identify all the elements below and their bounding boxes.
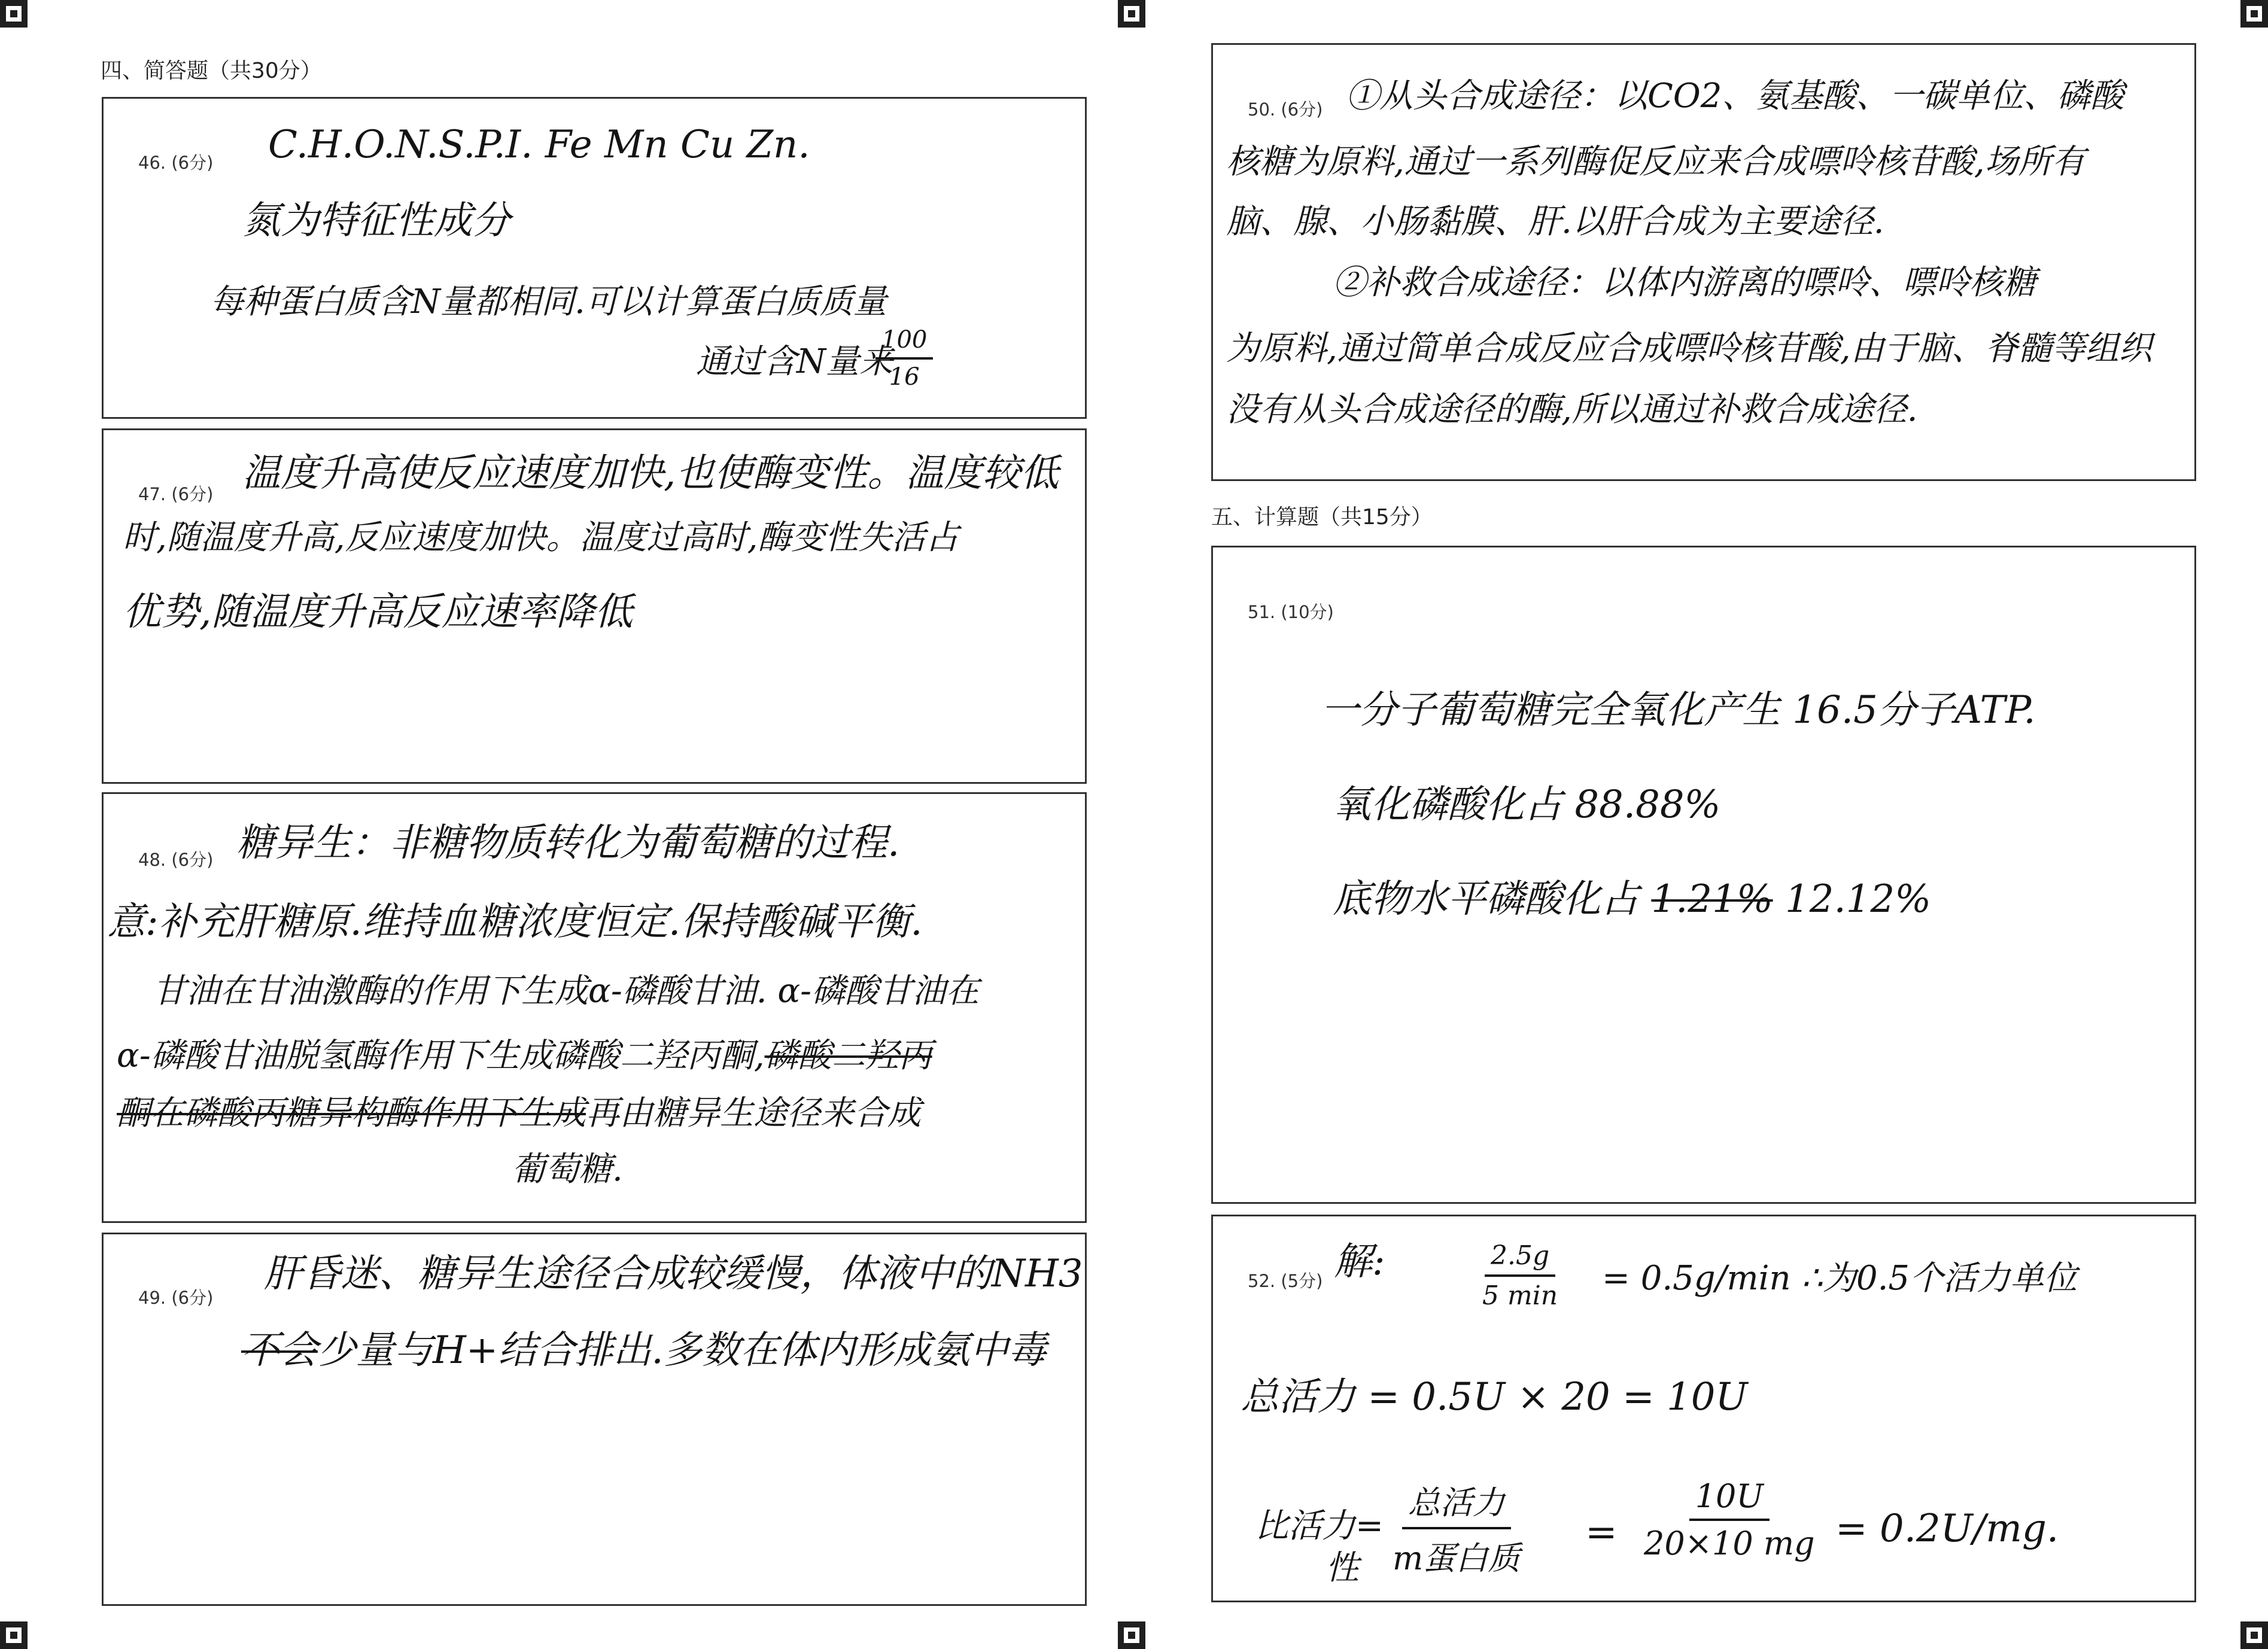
registration-marker-top-right bbox=[2240, 0, 2268, 28]
answer-line: 为原料,通过简单合成反应合成嘌呤核苷酸,由于脑、脊髓等组织 bbox=[1226, 329, 2153, 368]
struck-text: 磷酸二羟丙 bbox=[764, 1036, 932, 1075]
answer-box-47[interactable] bbox=[102, 428, 1087, 784]
question-label: 52. (5分) bbox=[1248, 1271, 1323, 1291]
answer-line: 葡萄糖. bbox=[512, 1150, 623, 1189]
question-label: 49. (6分) bbox=[138, 1288, 214, 1308]
equals-sign: = bbox=[1585, 1510, 1618, 1554]
answer-line: 温度升高使反应速度加快,也使酶变性。温度较低 bbox=[242, 451, 1059, 495]
answer-box-49[interactable] bbox=[102, 1233, 1087, 1606]
answer-line: 意:补充肝糖原.维持血糖浓度恒定.保持酸碱平衡. bbox=[107, 900, 923, 944]
answer-line: 一分子葡萄糖完全氧化产生 16.5分子ATP. bbox=[1321, 688, 2036, 732]
question-label: 48. (6分) bbox=[138, 850, 214, 870]
answer-line: ②补救合成途径：以体内游离的嘌呤、嘌呤核糖 bbox=[1333, 263, 2036, 302]
answer-box-50[interactable] bbox=[1211, 43, 2196, 481]
answer-line: 脑、腺、小肠黏膜、肝.以肝合成为主要途径. bbox=[1226, 202, 1884, 241]
answer-line: = 0.2U/mg. bbox=[1835, 1507, 2059, 1551]
specific-activity-label-suffix: 性 bbox=[1325, 1548, 1359, 1587]
answer-box-46[interactable] bbox=[102, 97, 1087, 419]
fraction-rate: 2.5g 5 min bbox=[1482, 1240, 1558, 1311]
solution-label: 解: bbox=[1334, 1240, 1385, 1284]
answer-line: 没有从头合成途径的酶,所以通过补救合成途径. bbox=[1226, 390, 1918, 429]
section-title-calculation: 五、计算题（共15分） bbox=[1211, 505, 1433, 530]
fraction-100-over-16: $\frac{100}{16}$ bbox=[875, 326, 933, 391]
registration-marker-bottom-left bbox=[0, 1621, 28, 1649]
fraction-10u: $\frac{10U}{20\times 10 mg}$ bbox=[1644, 1477, 1815, 1562]
answer-line: 氧化磷酸化占 88.88% bbox=[1333, 783, 1721, 827]
answer-line: C.H.O.N.S.P.I. Fe Mn Cu Zn. bbox=[268, 123, 810, 167]
answer-line: ①从头合成途径：以CO2、氨基酸、一碳单位、磷酸 bbox=[1346, 77, 2124, 115]
struck-text: 1.21% bbox=[1651, 877, 1773, 921]
fraction-total-activity: 总活力 m蛋白质 bbox=[1393, 1477, 1520, 1579]
answer-line: 不会少量与H+结合排出.多数在体内形成氨中毒 bbox=[241, 1328, 1047, 1373]
answer-line: = 0.5g/min ∴为0.5个活力单位 bbox=[1602, 1259, 2078, 1298]
question-label: 46. (6分) bbox=[138, 153, 214, 173]
answer-box-51[interactable] bbox=[1211, 546, 2196, 1204]
question-label: 47. (6分) bbox=[138, 484, 214, 504]
answer-line: 优势,随温度升高反应速率降低 bbox=[123, 590, 633, 634]
struck-text: 不会 bbox=[241, 1328, 318, 1373]
answer-line: 总活力 = 0.5U × 20 = 10U bbox=[1241, 1375, 1748, 1419]
answer-line: 糖异生：非糖物质转化为葡萄糖的过程. bbox=[236, 821, 900, 865]
specific-activity-label: 比活力= bbox=[1255, 1507, 1384, 1545]
answer-box-48[interactable] bbox=[102, 792, 1087, 1223]
registration-marker-bottom-right bbox=[2240, 1621, 2268, 1649]
answer-line: 核糖为原料,通过一系列酶促反应来合成嘌呤核苷酸,场所有 bbox=[1226, 142, 2085, 181]
registration-marker-bottom-center bbox=[1118, 1621, 1145, 1649]
answer-line: 酮在磷酸丙糖异构酶作用下生成再由糖异生途径来合成 bbox=[117, 1094, 921, 1133]
answer-line: 通过含N量来 bbox=[696, 342, 893, 381]
struck-text: 酮在磷酸丙糖异构酶作用下生成 bbox=[117, 1094, 586, 1133]
registration-marker-top-center bbox=[1118, 0, 1145, 28]
answer-line: 氮为特征性成分 bbox=[242, 199, 510, 243]
registration-marker-top-left bbox=[0, 0, 28, 28]
section-title-short-answer: 四、简答题（共30分） bbox=[101, 59, 322, 83]
answer-line: 每种蛋白质含N量都相同.可以计算蛋白质质量 bbox=[210, 282, 887, 321]
question-label: 51. (10分) bbox=[1248, 602, 1334, 622]
question-label: 50. (6分) bbox=[1248, 99, 1323, 120]
answer-line: 底物水平磷酸化占 1.21% 12.12% bbox=[1333, 877, 1932, 921]
answer-line: 时,随温度升高,反应速度加快。温度过高时,酶变性失活占 bbox=[123, 518, 959, 557]
answer-line: 甘油在甘油激酶的作用下生成α-磷酸甘油. α-磷酸甘油在 bbox=[153, 972, 980, 1011]
answer-box-52[interactable] bbox=[1211, 1215, 2196, 1602]
answer-line: α-磷酸甘油脱氢酶作用下生成磷酸二羟丙酮,磷酸二羟丙 bbox=[117, 1036, 932, 1075]
answer-line: 肝昏迷、糖异生途径合成较缓慢，体液中的NH3 bbox=[264, 1252, 1083, 1296]
